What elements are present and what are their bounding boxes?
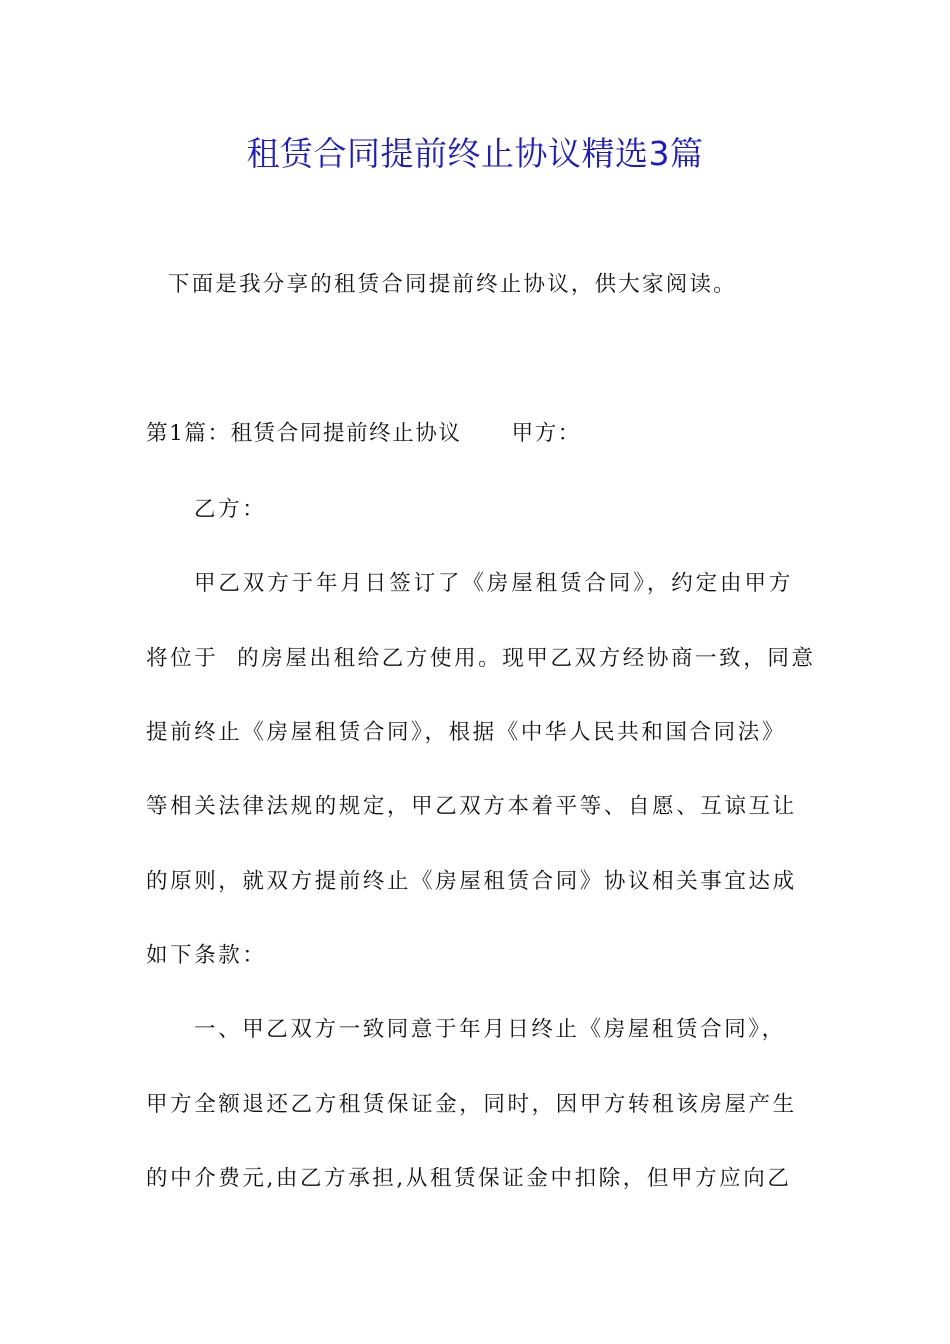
section-heading: 第1篇：租赁合同提前终止协议 — [146, 421, 462, 446]
section-heading-line — [146, 416, 581, 452]
party-a-label: 甲方： — [511, 421, 581, 446]
body-line: 将位于 的房屋出租给乙方使用。现甲乙双方经协商一致，同意 — [146, 646, 816, 671]
body-line: 的原则，就双方提前终止《房屋租赁合同》协议相关事宜达成 — [146, 869, 797, 894]
body-line: 甲方全额退还乙方租赁保证金，同时，因甲方转租该房屋产生 — [146, 1092, 797, 1117]
body-line: 提前终止《房屋租赁合同》，根据《中华人民共和国合同法》 — [146, 720, 786, 745]
body-line: 甲乙双方于年月日签订了《房屋租赁合同》，约定由甲方 — [194, 571, 794, 596]
body-line: 如下条款： — [146, 943, 267, 968]
party-b-label: 乙方： — [194, 497, 267, 522]
body-line: 一、甲乙双方一致同意于年月日终止《房屋租赁合同》， — [194, 1017, 786, 1042]
intro-paragraph: 下面是我分享的租赁合同提前终止协议，供大家阅读。 — [168, 272, 737, 297]
document-title: 租赁合同提前终止协议精选3篇 — [246, 134, 704, 173]
body-line: 等相关法律法规的规定，甲乙双方本着平等、自愿、互谅互让 — [146, 794, 797, 819]
body-line: 的中介费元,由乙方承担,从租赁保证金中扣除，但甲方应向乙 — [146, 1166, 792, 1191]
